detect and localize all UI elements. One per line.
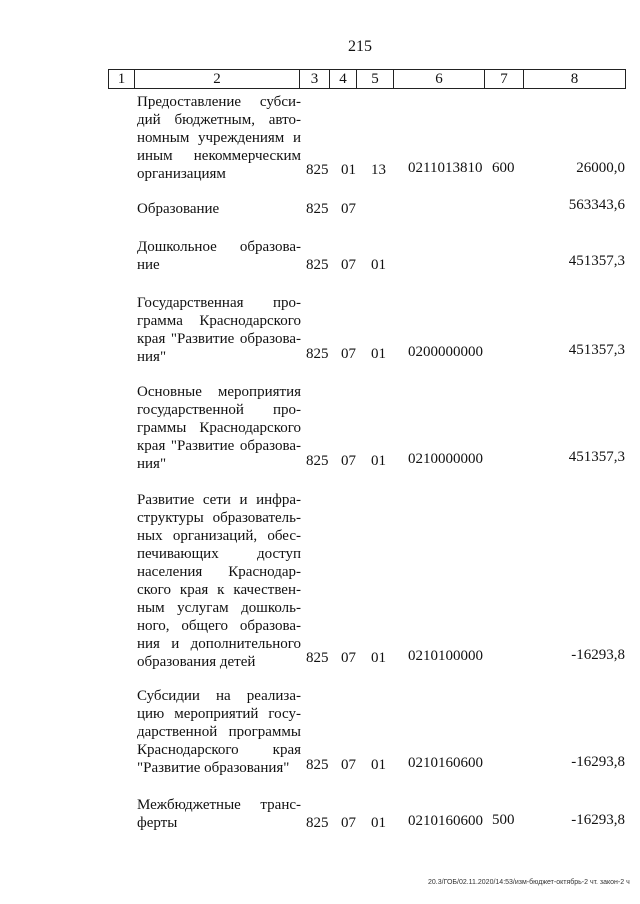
- header-col-8: 8: [523, 70, 625, 88]
- row-pr: 01: [371, 257, 386, 273]
- row-pr: 01: [371, 815, 386, 831]
- row-pr: 01: [371, 346, 386, 362]
- row-sum: 451357,3: [568, 253, 625, 269]
- header-col-2: 2: [134, 70, 299, 88]
- header-col-4: 4: [329, 70, 356, 88]
- row-rz: 07: [341, 346, 356, 362]
- row-csr: 0210100000: [408, 648, 483, 664]
- row-pr: 01: [371, 650, 386, 666]
- row-pr: 13: [371, 162, 386, 178]
- row-sum: 451357,3: [568, 449, 625, 465]
- row-sum: -16293,8: [571, 754, 625, 770]
- row-csr: 0210000000: [408, 451, 483, 467]
- row-description: Государственная про- грамма Краснодарского края "Развитие образова- ния": [137, 295, 301, 365]
- row-sum: 563343,6: [568, 197, 625, 213]
- row-rz: 07: [341, 815, 356, 831]
- row-rz: 07: [341, 757, 356, 773]
- row-rz: 07: [341, 257, 356, 273]
- row-gra: 825: [306, 162, 329, 178]
- row-csr: 0211013810: [408, 160, 483, 176]
- row-gra: 825: [306, 453, 329, 469]
- row-pr: 01: [371, 757, 386, 773]
- row-gra: 825: [306, 346, 329, 362]
- row-vr: 500: [492, 812, 515, 828]
- row-rz: 07: [341, 453, 356, 469]
- header-col-1: 1: [117, 71, 126, 87]
- row-csr: 0200000000: [408, 344, 483, 360]
- row-rz: 07: [341, 650, 356, 666]
- page-number: 215: [348, 38, 372, 55]
- header-col-5: 5: [356, 70, 393, 88]
- row-gra: 825: [306, 650, 329, 666]
- header-col-7: 7: [484, 70, 523, 88]
- row-rz: 01: [341, 162, 356, 178]
- row-sum: -16293,8: [571, 812, 625, 828]
- header-col-3: 3: [299, 70, 329, 88]
- row-gra: 825: [306, 757, 329, 773]
- row-rz: 07: [341, 201, 356, 217]
- row-description: Предоставление субси- дий бюджетным, авто- номным учреждениям и иным некоммерческим организациям: [137, 94, 301, 182]
- row-csr: 0210160600: [408, 813, 483, 829]
- row-description: Развитие сети и инфра- структуры образователь- ных организаций, обес- печивающих доступ населения Краснодар- ского края к качествен- ным услугам дошколь- ного, общего образова- ния и дополнительного образования детей: [137, 492, 301, 670]
- row-pr: 01: [371, 453, 386, 469]
- row-sum: 26000,0: [576, 160, 625, 176]
- row-gra: 825: [306, 815, 329, 831]
- row-gra: 825: [306, 257, 329, 273]
- row-description: Дошкольное образова- ние: [137, 239, 301, 273]
- row-description: Основные мероприятия государственной про- граммы Краснодарского края "Развитие образова- ния": [137, 384, 301, 472]
- header-col-6: 6: [393, 70, 484, 88]
- row-description: Субсидии на реализа- цию мероприятий госу- дарственной программы Краснодарского края "Развитие образования": [137, 688, 301, 776]
- row-description: Межбюджетные транс- ферты: [137, 797, 301, 831]
- row-vr: 600: [492, 160, 515, 176]
- table-header: [108, 69, 626, 89]
- row-csr: 0210160600: [408, 755, 483, 771]
- row-sum: -16293,8: [571, 647, 625, 663]
- row-description: Образование: [137, 201, 220, 217]
- footer-stamp: 20.3/ГОБ/02.11.2020/14:53/изм-бюджет-октябрь-2 чт. закон-2 ч: [428, 879, 630, 886]
- row-sum: 451357,3: [568, 342, 625, 358]
- row-gra: 825: [306, 201, 329, 217]
